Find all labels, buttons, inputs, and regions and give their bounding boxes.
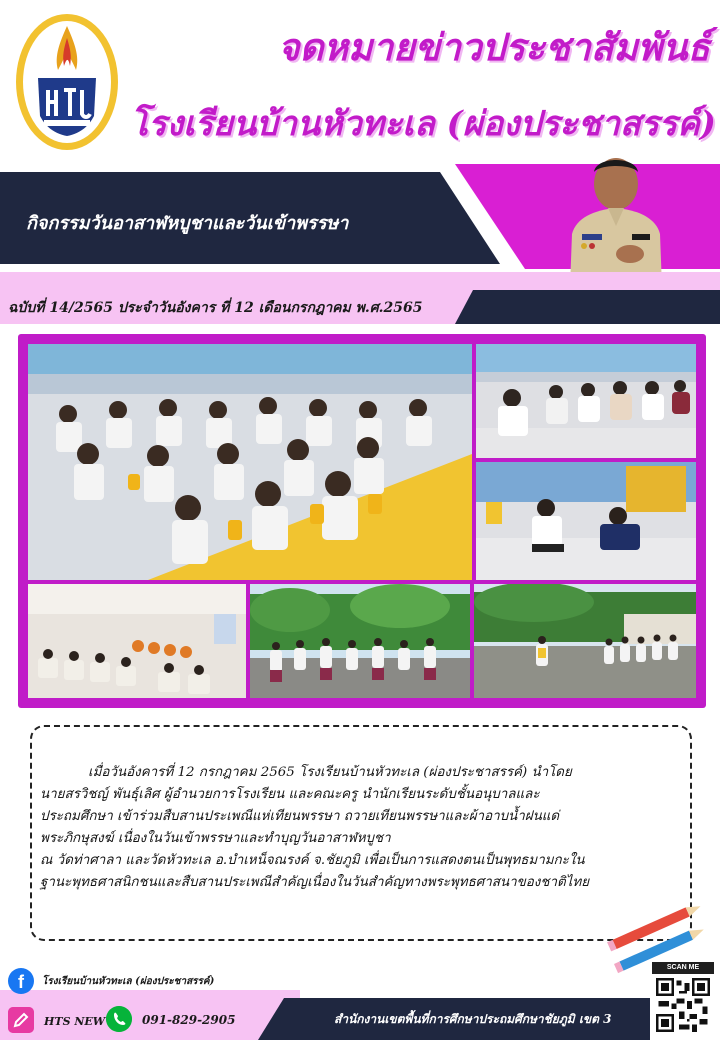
- paragraph-line: ประถมศึกษา เข้าร่วมสืบสานประเพณีแห่เทียนพรรษา ถวายเทียนพรรษาและผ้าอาบน้ำฝนแด่: [40, 809, 560, 824]
- facebook-icon[interactable]: f: [8, 968, 34, 994]
- qr-code-icon[interactable]: [656, 978, 710, 1032]
- newsletter-title: จดหมายข่าวประชาสัมพันธ์: [277, 25, 710, 69]
- scan-me-label: SCAN ME: [652, 962, 714, 974]
- paragraph-line: พระภิกษุสงฆ์ เนื่องในวันเข้าพรรษาและทำบุญวันอาสาฬหบูชา: [40, 831, 391, 846]
- director-portrait: [560, 142, 672, 287]
- paragraph-line: ณ วัดท่าศาลา และวัดหัวทะเล อ.บำเหน็จณรงค์ จ.ชัยภูมิ เพื่อเป็นการแสดงตนเป็นพุทธมามกะใน: [40, 853, 585, 868]
- facebook-page-link[interactable]: โรงเรียนบ้านหัวทะเล (ผ่องประชาสรรค์): [42, 976, 215, 987]
- photo-candle-parade: [250, 584, 470, 698]
- photo-collage: [18, 334, 706, 708]
- school-logo: [14, 12, 120, 152]
- paragraph-line: ฐานะพุทธศาสนิกชนและสืบสานประเพณีสำคัญเนื่องในวันสำคัญทางพระพุทธศาสนาของชาติไทย: [40, 875, 590, 890]
- brand-name: HTS NEW: [44, 1015, 106, 1028]
- issue-strip-accent: [455, 290, 720, 324]
- school-name: โรงเรียนบ้านหัวทะเล (ผ่องประชาสรรค์): [130, 104, 716, 144]
- line-icon[interactable]: [106, 1006, 132, 1032]
- photo-students-walking: [474, 584, 696, 698]
- photo-ceremony-offering: [476, 462, 696, 580]
- photo-temple-hall: [28, 584, 246, 698]
- header: [0, 0, 720, 165]
- office-name: สำนักงานเขตพื้นที่การศึกษาประถมศึกษาชัยภูมิ เขต 3: [334, 1012, 612, 1026]
- issue-info: ฉบับที่ 14/2565 ประจำวันอังคาร ที่ 12 เดือนกรกฎาคม พ.ศ.2565: [8, 300, 423, 316]
- activity-title: กิจกรรมวันอาสาฬหบูชาและวันเข้าพรรษา: [26, 213, 349, 234]
- news-paragraph: [40, 762, 680, 894]
- edit-icon: [8, 1007, 34, 1033]
- qr-code-block[interactable]: [652, 962, 714, 1036]
- paragraph-line: นายสรวิชญ์ พันธุ์เลิศ ผู้อำนวยการโรงเรียน และคณะครู นำนักเรียนระดับชั้นอนุบาลและ: [40, 787, 540, 802]
- phone-number: 091-829-2905: [142, 1013, 236, 1027]
- photo-students-seated: [28, 344, 472, 580]
- paragraph-line: เมื่อวันอังคารที่ 12 กรกฎาคม 2565 โรงเรียนบ้านหัวทะเล (ผ่องประชาสรรค์) นำโดย: [88, 765, 572, 780]
- photo-teachers-seated: [476, 344, 696, 458]
